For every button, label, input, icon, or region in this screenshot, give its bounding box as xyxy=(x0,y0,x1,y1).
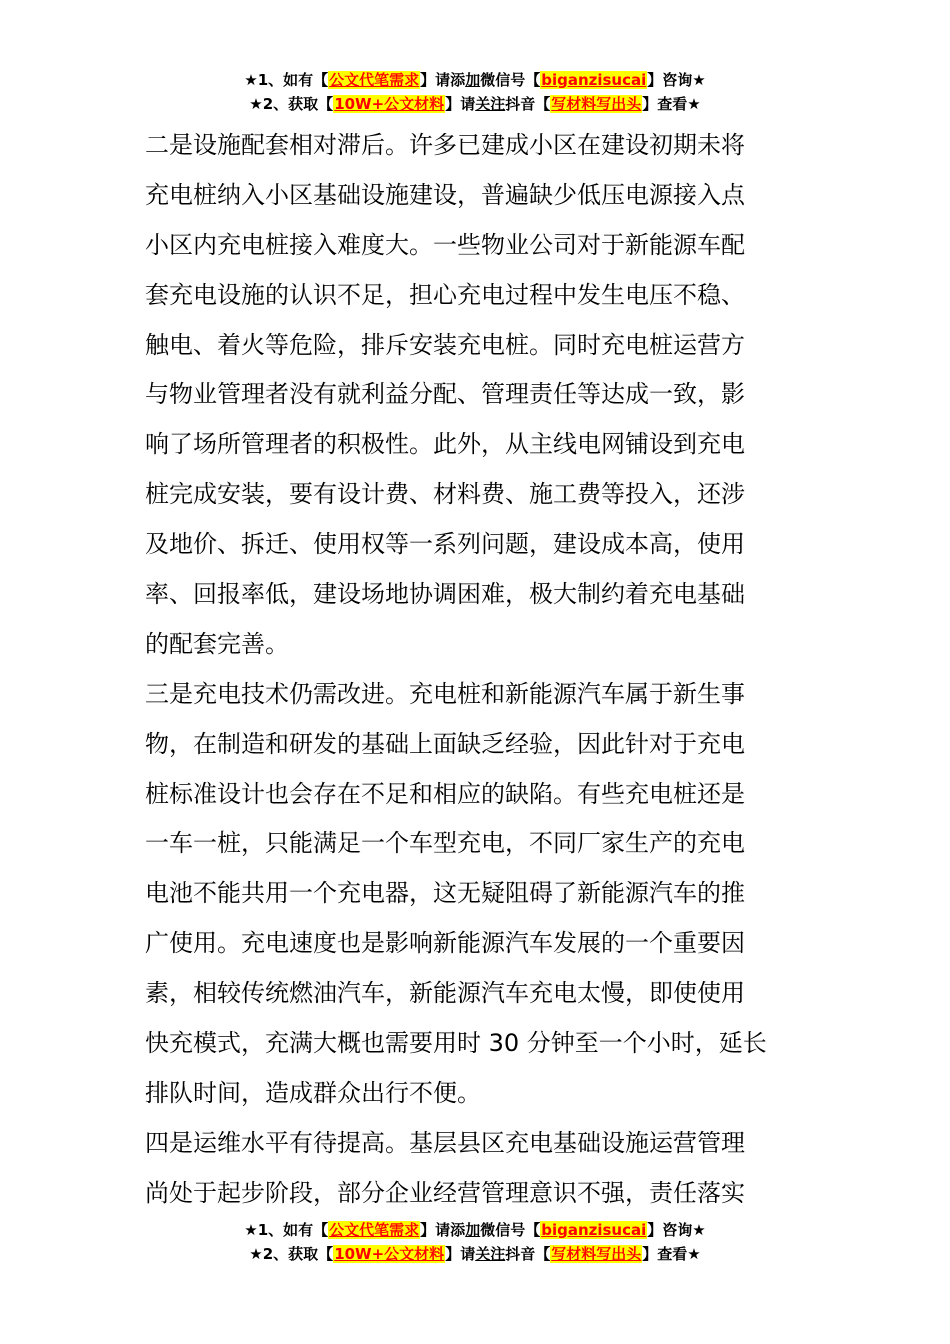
banner-line-2-text: 】请 xyxy=(445,95,476,113)
banner-line-1-mid: 微信号【 xyxy=(480,71,541,89)
body-text-line: 的配套完善。 xyxy=(145,629,289,658)
footer-line-1 xyxy=(0,1218,950,1242)
footer-line-1-underlined: 加 xyxy=(465,1221,481,1239)
banner-highlight-materials: 10W+公文材料 xyxy=(334,95,445,113)
footer-line-2-suffix: 】查看★ xyxy=(642,1245,701,1263)
footer-highlight-materials: 10W+公文材料 xyxy=(334,1245,445,1263)
body-text-line: 素，相较传统燃油汽车，新能源汽车充电太慢，即使使用 xyxy=(145,979,745,1008)
footer-line-1-prefix: ★1、如有【 xyxy=(244,1221,329,1239)
banner-line-1-text: 】请添 xyxy=(420,71,466,89)
banner-highlight-service: 公文代笔需求 xyxy=(329,71,420,89)
body-text-line: 套充电设施的认识不足，担心充电过程中发生电压不稳、 xyxy=(145,280,745,309)
footer-line-2-underlined: 关注 xyxy=(475,1245,506,1263)
banner-line-2-underlined: 关注 xyxy=(475,95,506,113)
footer-line-2 xyxy=(0,1242,950,1266)
footer-line-2-prefix: ★2、获取【 xyxy=(249,1245,334,1263)
banner-line-2-mid: 抖音【 xyxy=(505,95,551,113)
footer-banner xyxy=(0,1218,950,1266)
banner-line-1-prefix: ★1、如有【 xyxy=(244,71,329,89)
banner-line-2 xyxy=(0,92,950,116)
banner-line-2-prefix: ★2、获取【 xyxy=(249,95,334,113)
body-text-line: 触电、着火等危险，排斥安装充电桩。同时充电桩运营方 xyxy=(145,330,745,359)
body-text-line: 响了场所管理者的积极性。此外，从主线电网铺设到充电 xyxy=(145,430,745,459)
banner-line-1 xyxy=(0,68,950,92)
body-text-line: 一车一桩，只能满足一个车型充电，不同厂家生产的充电 xyxy=(145,829,745,858)
banner-line-2-suffix: 】查看★ xyxy=(642,95,701,113)
footer-highlight-wechat-id: biganzisucai xyxy=(541,1221,647,1239)
body-text-line: 小区内充电桩接入难度大。一些物业公司对于新能源车配 xyxy=(145,230,745,259)
body-text-line: 与物业管理者没有就利益分配、管理责任等达成一致，影 xyxy=(145,380,745,409)
body-text-line: 桩标准设计也会存在不足和相应的缺陷。有些充电桩还是 xyxy=(145,779,745,808)
body-text-line: 尚处于起步阶段，部分企业经营管理意识不强，责任落实 xyxy=(145,1178,745,1207)
header-banner xyxy=(0,68,950,116)
body-text-line: 充电桩纳入小区基础设施建设，普遍缺少低压电源接入点 xyxy=(145,180,745,209)
footer-highlight-douyin: 写材料写出头 xyxy=(551,1245,642,1263)
banner-line-1-underlined: 加 xyxy=(465,71,481,89)
footer-line-1-suffix: 】咨询★ xyxy=(647,1221,706,1239)
footer-line-2-text: 】请 xyxy=(445,1245,476,1263)
body-text-line: 二是设施配套相对滞后。许多已建成小区在建设初期未将 xyxy=(145,131,745,159)
body-text-line: 桩完成安装，要有设计费、材料费、施工费等投入，还涉 xyxy=(145,480,745,509)
body-text-line: 快充模式，充满大概也需要用时 30 分钟至一个小时，延长 xyxy=(145,1029,767,1058)
footer-line-1-mid: 微信号【 xyxy=(480,1221,541,1239)
body-text-line: 率、回报率低，建设场地协调困难，极大制约着充电基础 xyxy=(145,580,745,609)
banner-highlight-douyin: 写材料写出头 xyxy=(551,95,642,113)
footer-line-2-mid: 抖音【 xyxy=(505,1245,551,1263)
body-text-line: 物，在制造和研发的基础上面缺乏经验，因此针对于充电 xyxy=(145,729,745,758)
body-text-line: 排队时间，造成群众出行不便。 xyxy=(145,1078,481,1107)
banner-highlight-wechat-id: biganzisucai xyxy=(541,71,647,89)
footer-line-1-text: 】请添 xyxy=(420,1221,466,1239)
body-text-line: 三是充电技术仍需改进。充电桩和新能源汽车属于新生事 xyxy=(145,679,745,708)
body-text-line: 及地价、拆迁、使用权等一系列问题，建设成本高，使用 xyxy=(145,530,745,559)
document-body xyxy=(145,121,808,1219)
body-text-line: 电池不能共用一个充电器，这无疑阻碍了新能源汽车的推 xyxy=(145,879,745,908)
footer-highlight-service: 公文代笔需求 xyxy=(329,1221,420,1239)
body-text-line: 四是运维水平有待提高。基层县区充电基础设施运营管理 xyxy=(145,1128,745,1157)
banner-line-1-suffix: 】咨询★ xyxy=(647,71,706,89)
body-text-line: 广使用。充电速度也是影响新能源汽车发展的一个重要因 xyxy=(145,929,745,958)
